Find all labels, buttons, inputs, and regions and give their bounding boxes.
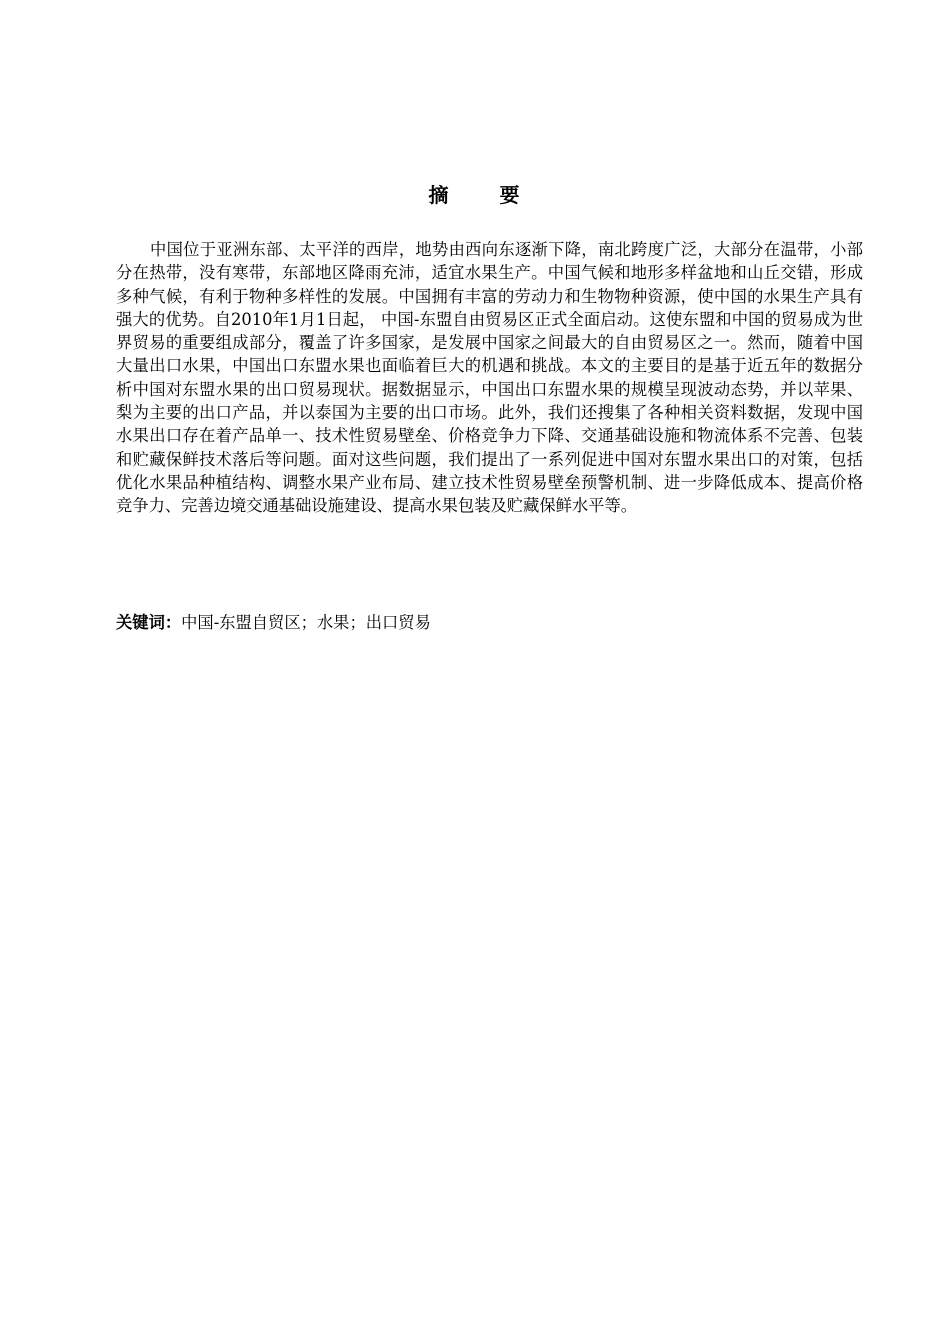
keywords-text: 中国-东盟自贸区；水果；出口贸易 [181,613,431,632]
keywords-label: 关键词： [116,613,182,632]
abstract-title: 摘 要 [428,183,542,207]
keywords-line [116,611,863,634]
abstract-body: 中国位于亚洲东部、太平洋的西岸，地势由西向东逐渐下降，南北跨度广泛，大部分在温带，小部分在热带，没有寒带，东部地区降雨充沛，适宜水果生产。中国气候和地形多样盆地和山丘交错，形成多种气候，有利于物种多样性的发展。中国拥有丰富的劳动力和生物物种资源，使中国的水果生产具有强大的优势。自2010年1月1日起， 中国-东盟自由贸易区正式全面启动。这使东盟和中国的贸易成为世界贸易的重要组成部分，覆盖了许多国家，是发展中国家之间最大的自由贸易区之一。然而，随着中国大量出口水果，中国出口东盟水果也面临着巨大的机遇和挑战。本文的主要目的是基于近五年的数据分析中国对东盟水果的出口贸易现状。据数据显示，中国出口东盟水果的规模呈现波动态势，并以苹果、梨为主要的出口产品，并以泰国为主要的出口市场。此外，我们还搜集了各种相关资料数据，发现中国水果出口存在着产品单一、技术性贸易壁垒、价格竞争力下降、交通基础设施和物流体系不完善、包装和贮藏保鲜技术落后等问题。面对这些问题，我们提出了一系列促进中国对东盟水果出口的对策，包括优化水果品种植结构、调整水果产业布局、建立技术性贸易壁垒预警机制、进一步降低成本、提高价格竞争力、完善边境交通基础设施建设、提高水果包装及贮藏保鲜水平等。 [116,240,863,516]
